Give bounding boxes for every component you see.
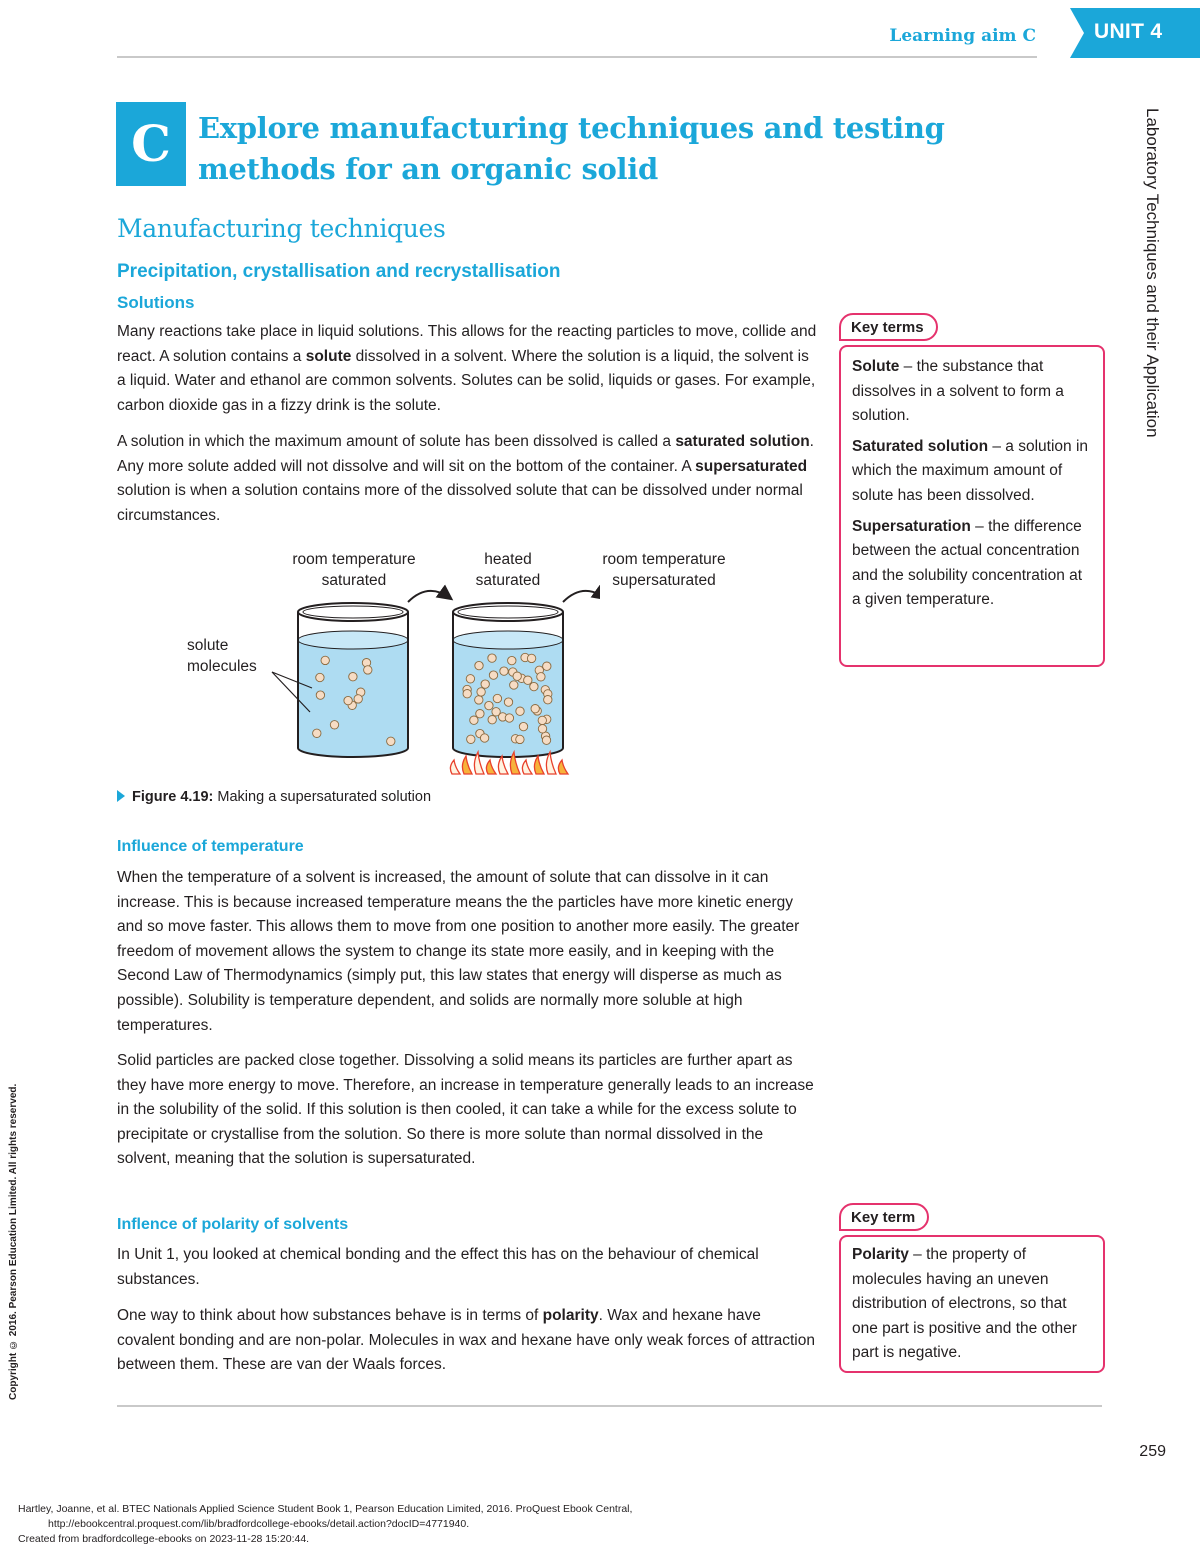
solute-particle (504, 698, 512, 706)
solute-label-line-1: solute (187, 637, 229, 654)
solute-particle (493, 694, 501, 702)
solute-particle (349, 673, 357, 681)
solute-particle (510, 681, 518, 689)
solute-particle (489, 671, 497, 679)
arrow-1-icon (408, 591, 450, 602)
term-polarity: polarity (542, 1307, 599, 1324)
solute-particle (488, 654, 496, 662)
key-term-polarity-box (839, 1235, 1105, 1373)
copyright-notice: Copyright © 2016. Pearson Education Limited. All rights reserved. (8, 1083, 19, 1400)
key-term-list (841, 1237, 1103, 1366)
flame-tongue (534, 756, 544, 774)
solute-particle (500, 667, 508, 675)
key-term-definition: – the property of molecules having an uneven distribution of electrons, so that one part is positive and the other part is negative. (852, 1246, 1077, 1362)
key-term-tab: Key term (839, 1203, 929, 1231)
key-terms-box (839, 345, 1105, 667)
solute-particle (508, 656, 516, 664)
flame-tongue (462, 756, 472, 774)
solute-particle (544, 696, 552, 704)
solute-particle (537, 673, 545, 681)
beaker-room-temperature-saturated (298, 603, 408, 757)
solute-particle (543, 662, 551, 670)
solutions-paragraph-2 (117, 430, 817, 528)
key-term-solute (852, 355, 1091, 429)
key-term-polarity (852, 1243, 1091, 1366)
solute-particle (476, 710, 484, 718)
key-terms-tab: Key terms (839, 313, 938, 341)
key-term-definition: – a solution in which the maximum amount of solute has been dissolved. (852, 437, 1089, 504)
learning-aim-label: Learning aim C (889, 26, 1036, 46)
figure-caption (117, 789, 431, 805)
term-saturated-solution: saturated solution (675, 433, 810, 450)
tab-chevron-icon (1070, 8, 1084, 58)
key-terms-list (841, 347, 1103, 613)
key-term-name: Saturated solution (852, 437, 989, 455)
beaker-2-label-line-1: heated (484, 551, 532, 568)
key-term-name: Solute (852, 358, 900, 375)
page-title-line-1: Explore manufacturing techniques and testing (198, 111, 945, 145)
page-number: 259 (1139, 1443, 1166, 1460)
solutions-heading: Solutions (117, 293, 195, 312)
key-term-definition: – the difference between the actual concentration and the solubility concentration at a given temperature. (852, 517, 1083, 609)
page-title (198, 108, 998, 190)
solute-particle (470, 716, 478, 724)
solutions-paragraph-1 (117, 320, 817, 418)
text-run: A solution in which the maximum amount of solute has been dissolved is called a (117, 433, 676, 450)
key-term-supersaturation (852, 515, 1091, 613)
text-run: . Any more solute added will not dissolve and will sit on the bottom of the container. A (117, 433, 814, 475)
supersaturation-diagram (180, 580, 600, 780)
text-run: . Wax and hexane have covalent bonding and are non-polar. Molecules in wax and hexane have only weak forces of attraction between them. These are van der Waals forces. (117, 1307, 815, 1374)
caption-triangle-icon (117, 790, 125, 802)
caption-figure-number: Figure 4.19: (132, 789, 214, 805)
learning-aim-letter-badge: C (116, 102, 186, 186)
solute-particle (475, 661, 483, 669)
section-heading: Manufacturing techniques (117, 214, 446, 243)
header-rule (117, 56, 1037, 58)
polarity-paragraph-1: In Unit 1, you looked at chemical bonding and the effect this has on the behaviour of chemical substances. (117, 1246, 759, 1288)
solute-particle (316, 691, 324, 699)
text-run: One way to think about how substances behave is in terms of (117, 1307, 543, 1324)
beaker-3-label-line-2: supersaturated (612, 572, 716, 589)
polarity-heading: Inflence of polarity of solvents (117, 1216, 349, 1233)
beaker-1-label-line-2: saturated (321, 572, 387, 589)
solute-particle (531, 705, 539, 713)
solute-particle (513, 672, 521, 680)
beaker-2-label-line-2: saturated (475, 572, 541, 589)
beaker-1-label-line-1: room temperature (292, 551, 416, 568)
beaker-3-label-line-1: room temperature (602, 551, 726, 568)
solute-particle (538, 725, 546, 733)
citation-line-1: Hartley, Joanne, et al. BTEC Nationals Applied Science Student Book 1, Pearson Education Limited, 2016. ProQuest Ebook Central, (18, 1503, 633, 1515)
citation-url[interactable]: http://ebookcentral.proquest.com/lib/bradfordcollege-ebooks/detail.action?docID=4771940. (48, 1518, 470, 1530)
flame-tongue (546, 752, 556, 774)
solute-particle (316, 673, 324, 681)
footer-rule (117, 1405, 1102, 1407)
citation-created: Created from bradfordcollege-ebooks on 2023-11-28 15:20:44. (18, 1533, 310, 1545)
beaker-3-label (578, 549, 750, 591)
text-run: Many reactions take place in liquid solutions. This allows for the reacting particles to move, collide and react. A solution contains a (117, 323, 817, 365)
solute-particle (463, 690, 471, 698)
solute-particle (485, 701, 493, 709)
side-running-title: Laboratory Techniques and their Application (1143, 108, 1162, 438)
temperature-paragraph-2: Solid particles are packed close together. Dissolving a solid means its particles are further apart as they have more energy to move. Therefore, an increase in temperature generally leads to an increase in the solubility of the solid. If this solution is then cooled, it can take a while for the excess solute to precipitate or crystallise from the solution. So there is more solute than normal dissolved in the solvent, meaning that the solution is supersaturated. (117, 1052, 814, 1168)
polarity-paragraph-2 (117, 1304, 817, 1378)
temperature-heading: Influence of temperature (117, 838, 304, 855)
solute-particle (330, 721, 338, 729)
solute-particle (516, 707, 524, 715)
solute-particle (505, 714, 513, 722)
solute-particle (321, 656, 329, 664)
flame-tongue (450, 760, 460, 774)
flame-tongue (498, 756, 508, 774)
temperature-paragraph-1: When the temperature of a solvent is increased, the amount of solute that can dissolve in it can increase. This is because increased temperature means the the particles have more kinetic energy and so move faster. This allows them to move from one position to another more easily. The greater freedom of movement allows the system to change its state more easily, and in keeping with the Second Law of Thermodynamics (simply put, this law states that energy will disperse as much as possible). Solubility is temperature dependent, and solids are normally more soluble at high temperatures. (117, 869, 800, 1034)
beaker-heated-saturated (453, 603, 563, 757)
flame-tongue (522, 760, 532, 774)
term-supersaturated: supersaturated (695, 457, 808, 475)
page-title-line-2: methods for an organic solid (198, 152, 658, 186)
solute-particle (313, 729, 321, 737)
solute-particle (516, 735, 524, 743)
key-term-name: Supersaturation (852, 517, 971, 535)
arrow-2-icon (563, 591, 600, 602)
solute-particle (524, 676, 532, 684)
key-term-definition: – the substance that dissolves in a solvent to form a solution. (852, 358, 1064, 425)
solute-particle (538, 716, 546, 724)
solute-particle (530, 682, 538, 690)
term-solute: solute (305, 347, 352, 365)
text-run: solution is when a solution contains more of the dissolved solute that can be dissolved under normal circumstances. (117, 482, 803, 524)
solute-particle (527, 654, 535, 662)
solute-particle (481, 680, 489, 688)
subsection-heading: Precipitation, crystallisation and recrystallisation (117, 261, 561, 282)
flame-tongue (558, 760, 568, 774)
key-term-saturated-solution (852, 435, 1091, 509)
solute-particle (480, 734, 488, 742)
text-run: dissolved in a solvent. Where the solution is a liquid, the solvent is a liquid. Water and ethanol are common solvents. Solutes can be solid, liquids or gases. For example, carbon dioxide gas in a fizzy drink is the solute. (117, 347, 816, 414)
solute-particle (488, 716, 496, 724)
unit-tab (1070, 8, 1200, 58)
key-term-name: Polarity (852, 1246, 909, 1263)
unit-tab-label: UNIT 4 (1094, 20, 1163, 43)
solute-particle (519, 722, 527, 730)
solute-particle (354, 695, 362, 703)
solute-particle (364, 666, 372, 674)
solute-particle (477, 688, 485, 696)
solute-particle (467, 735, 475, 743)
caption-text: Making a supersaturated solution (213, 789, 432, 805)
solute-particle (344, 696, 352, 704)
solute-particle (466, 675, 474, 683)
solute-particle (542, 736, 550, 744)
solute-label-line-2: molecules (187, 658, 257, 675)
solute-particle (475, 696, 483, 704)
solute-particle (387, 737, 395, 745)
flame-tongue (486, 760, 496, 774)
